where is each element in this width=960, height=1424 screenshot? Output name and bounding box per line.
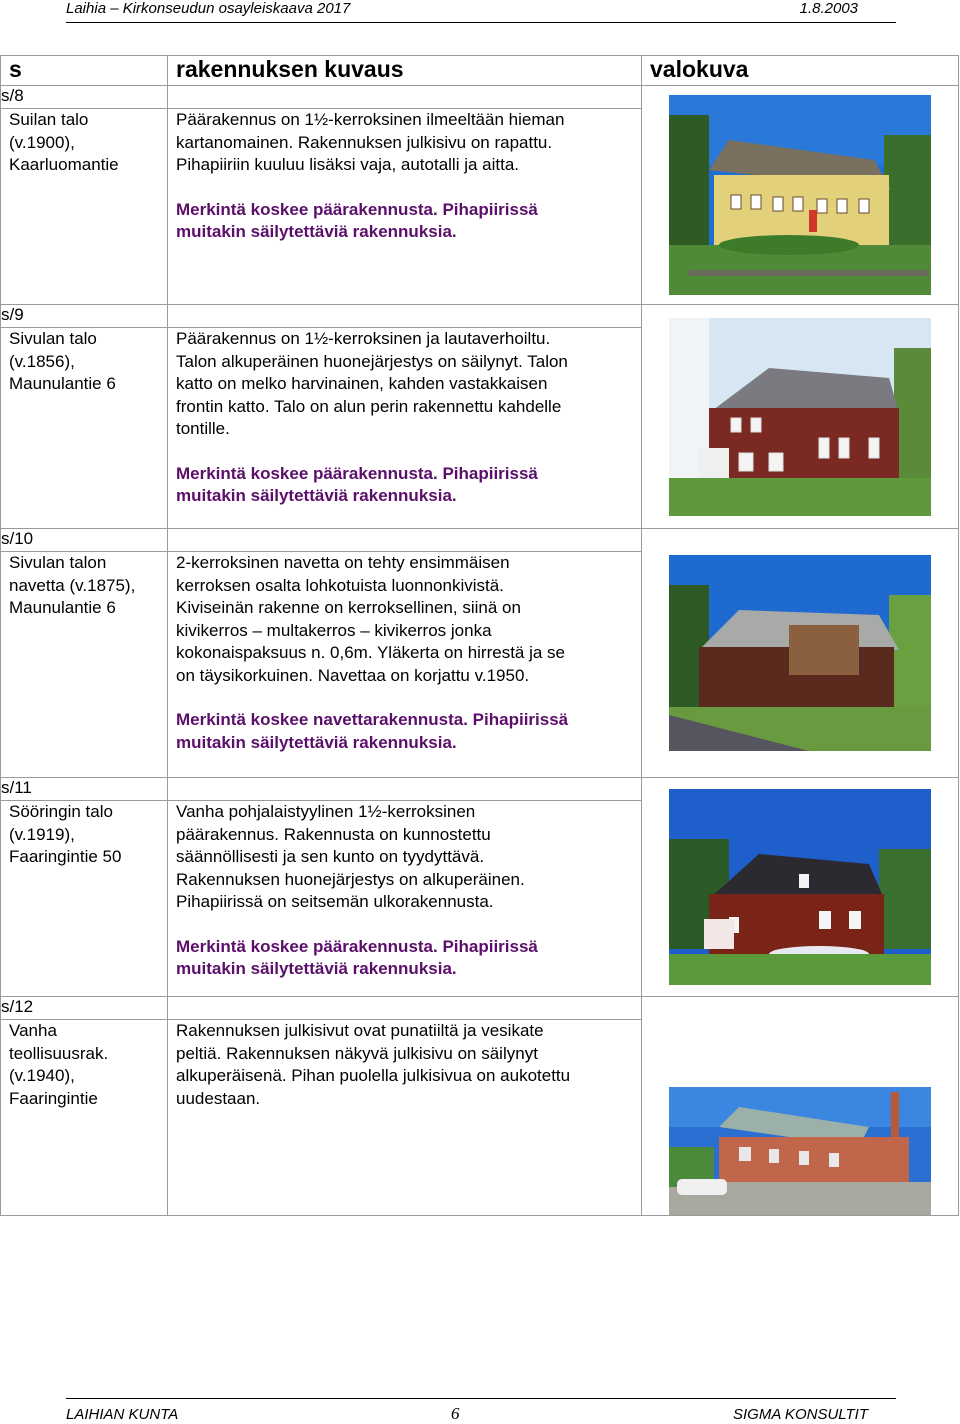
description-line: kartanomainen. Rakennuksen julkisivu on rapattu. bbox=[176, 132, 553, 152]
building-year: (v.1900), bbox=[9, 132, 75, 152]
description-line: Talon alkuperäinen huonejärjestys on säilynyt. Talon bbox=[176, 351, 568, 371]
building-address: Faaringintie bbox=[9, 1088, 98, 1108]
column-header-photo: valokuva bbox=[642, 56, 959, 86]
designation-note: Merkintä koskee päärakennusta. Pihapiirissä muitakin säilytettäviä rakennuksia. bbox=[176, 199, 538, 241]
building-name: teollisuusrak. bbox=[9, 1043, 109, 1063]
description-line: kivikerros – multakerros – kivikerros jonka bbox=[176, 620, 492, 640]
header-title: Laihia – Kirkonseudun osayleiskaava 2017 bbox=[66, 0, 351, 17]
building-name: Sivulan talon bbox=[9, 553, 107, 572]
column-header-description: rakennuksen kuvaus bbox=[168, 56, 642, 86]
description-line: kerroksen osalta lohkotuista luonnonkivistä. bbox=[176, 575, 504, 595]
page-number: 6 bbox=[451, 1404, 460, 1423]
yellow-house-photo bbox=[669, 95, 931, 295]
building-year: navetta (v.1875), bbox=[9, 575, 136, 595]
description-line: uudestaan. bbox=[176, 1088, 261, 1108]
building-year: (v.1919), bbox=[9, 824, 75, 844]
description-line: katto on melko harvinainen, kahden vastakkaisen bbox=[176, 374, 548, 393]
description-line: frontin katto. Talo on alun perin rakennettu kahdelle bbox=[176, 396, 562, 416]
table-row bbox=[1, 529, 959, 552]
building-address: Faaringintie 50 bbox=[9, 847, 122, 866]
building-name: Vanha bbox=[9, 1021, 57, 1040]
description-line: 2-kerroksinen navetta on tehty ensimmäisen bbox=[176, 553, 510, 572]
description-line: Päärakennus on 1½-kerroksinen ilmeeltään hieman bbox=[176, 110, 565, 129]
building-address: Maunulantie 6 bbox=[9, 598, 116, 617]
description-line: Päärakennus on 1½-kerroksinen ja lautaverhoiltu. bbox=[176, 329, 551, 348]
designation-note: Merkintä koskee navettarakennusta. Pihapiirissä muitakin säilytettäviä rakennuksia. bbox=[176, 710, 569, 752]
building-address: Maunulantie 6 bbox=[9, 374, 116, 393]
footer-municipality: LAIHIAN KUNTA bbox=[66, 1406, 179, 1423]
description-line: on täysikorkuinen. Navettaa on korjattu v.1950. bbox=[176, 665, 530, 685]
description-line: säännöllisesti ja sen kunto on tyydyttävä. bbox=[176, 847, 485, 866]
description-line: kokonaispaksuus n. 0,6m. Yläkerta on hirrestä ja se bbox=[176, 643, 566, 662]
photo-cell bbox=[642, 529, 959, 778]
building-name: Sivulan talo bbox=[9, 329, 97, 348]
description-line: tontille. bbox=[176, 419, 230, 438]
row-id: s/12 bbox=[1, 997, 168, 1020]
table-row bbox=[1, 305, 959, 328]
row-id: s/8 bbox=[1, 86, 168, 109]
description-line: päärakennus. Rakennusta on kunnostettu bbox=[176, 824, 491, 844]
table-row bbox=[1, 778, 959, 801]
building-address: Kaarluomantie bbox=[9, 155, 119, 174]
row-id: s/9 bbox=[1, 305, 168, 328]
photo-cell bbox=[642, 86, 959, 305]
table-header-row bbox=[1, 56, 959, 86]
column-header-s: s bbox=[1, 56, 168, 86]
buildings-table bbox=[0, 55, 959, 1216]
table-row bbox=[1, 997, 959, 1020]
red-house-photo bbox=[669, 318, 931, 516]
page-footer bbox=[66, 1398, 896, 1424]
description-line: alkuperäisenä. Pihan puolella julkisivua on aukotettu bbox=[176, 1066, 571, 1085]
photo-cell bbox=[642, 305, 959, 529]
description-line: Rakennuksen huonejärjestys on alkuperäinen. bbox=[176, 869, 525, 889]
row-id: s/10 bbox=[1, 529, 168, 552]
designation-note: Merkintä koskee päärakennusta. Pihapiirissä muitakin säilytettäviä rakennuksia. bbox=[176, 936, 538, 978]
barn-photo bbox=[669, 555, 931, 751]
row-id: s/11 bbox=[1, 778, 168, 801]
building-year: (v.1856), bbox=[9, 351, 75, 371]
description-line: Pihapiiriin kuuluu lisäksi vaja, autotalli ja aitta. bbox=[176, 155, 520, 174]
page-header bbox=[66, 0, 896, 23]
table-row bbox=[1, 86, 959, 109]
building-year: (v.1940), bbox=[9, 1066, 75, 1085]
photo-cell bbox=[642, 778, 959, 997]
industrial-building-photo bbox=[669, 1087, 931, 1215]
building-name: Sööringin talo bbox=[9, 802, 113, 821]
footer-consultant: SIGMA KONSULTIT bbox=[732, 1406, 868, 1423]
description-line: Vanha pohjalaistyylinen 1½-kerroksinen bbox=[176, 802, 476, 821]
photo-cell bbox=[642, 997, 959, 1216]
farmhouse-photo bbox=[669, 789, 931, 985]
description-line: Kiviseinän rakenne on kerroksellinen, siinä on bbox=[176, 598, 521, 617]
header-date: 1.8.2003 bbox=[799, 0, 858, 17]
designation-note: Merkintä koskee päärakennusta. Pihapiirissä muitakin säilytettäviä rakennuksia. bbox=[176, 463, 538, 505]
description-line: Pihapiirissä on seitsemän ulkorakennusta. bbox=[176, 892, 494, 911]
description-line: Rakennuksen julkisivut ovat punatiiltä ja vesikate bbox=[176, 1021, 544, 1040]
building-name: Suilan talo bbox=[9, 110, 89, 129]
description-line: peltiä. Rakennuksen näkyvä julkisivu on säilynyt bbox=[176, 1043, 538, 1063]
